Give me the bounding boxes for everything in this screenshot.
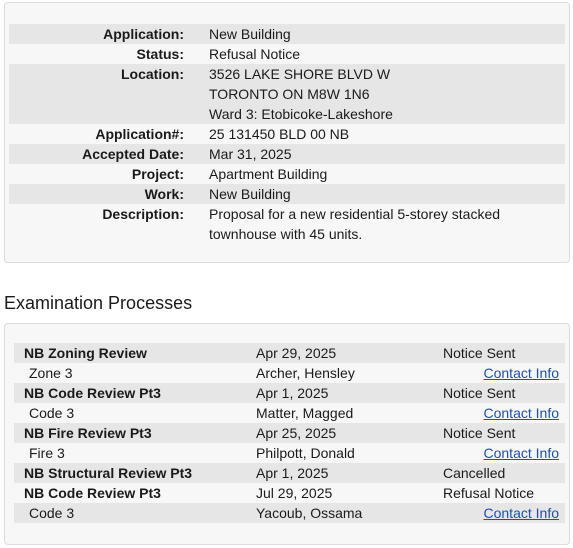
contact-info-cell [484,363,560,383]
detail-label: Application#: [95,126,184,142]
contact-info-cell [484,443,560,463]
detail-value [209,24,539,44]
process-name: NB Fire Review Pt3 [24,425,152,441]
detail-value-line: Proposal for a new residential 5-storey stacked [209,206,501,222]
detail-value [209,124,539,144]
detail-row [9,204,565,244]
examination-processes-panel [4,323,570,545]
contact-info-link[interactable]: Contact Info [483,405,559,421]
detail-value-line: Apartment Building [209,166,328,182]
detail-row [9,184,565,204]
detail-row [9,24,565,44]
detail-value-line: Ward 3: Etobicoke-Lakeshore [209,106,393,122]
process-date: Apr 1, 2025 [256,465,329,481]
detail-label: Description: [102,206,184,222]
process-detail-row [14,443,565,463]
process-detail-row [14,363,565,383]
detail-value-line: Refusal Notice [209,46,301,62]
detail-label: Accepted Date: [82,146,184,162]
detail-value-line: New Building [209,186,291,202]
examiner-name: Philpott, Donald [256,445,355,461]
process-group: Zone 3 [29,365,73,381]
detail-value [209,204,539,244]
process-detail-row [14,503,565,523]
process-name: NB Structural Review Pt3 [24,465,193,481]
contact-info-link[interactable]: Contact Info [483,365,559,381]
process-status: Notice Sent [443,385,516,401]
contact-info-cell [484,403,560,423]
process-name: NB Zoning Review [24,345,147,361]
process-status: Notice Sent [443,425,516,441]
detail-value [209,64,539,124]
process-name: NB Code Review Pt3 [24,385,161,401]
application-details-panel [4,2,570,263]
examiner-name: Archer, Hensley [256,365,355,381]
process-date: Jul 29, 2025 [256,485,333,501]
process-row [14,483,565,503]
detail-row [9,144,565,164]
detail-row [9,164,565,184]
process-row [14,463,565,483]
process-date: Apr 29, 2025 [256,345,337,361]
examiner-name: Yacoub, Ossama [256,505,363,521]
detail-label: Project: [131,166,184,182]
detail-label: Status: [136,46,184,62]
detail-value-line: townhouse with 45 units. [209,226,363,242]
detail-row [9,64,565,124]
detail-value-line: 3526 LAKE SHORE BLVD W [209,66,391,82]
process-detail-row [14,403,565,423]
process-group: Fire 3 [29,445,65,461]
process-row [14,383,565,403]
detail-value-line: 25 131450 BLD 00 NB [209,126,350,142]
detail-label: Application: [103,26,184,42]
examiner-name: Matter, Magged [256,405,354,421]
process-date: Apr 1, 2025 [256,385,329,401]
detail-value-line: Mar 31, 2025 [209,146,292,162]
process-group: Code 3 [29,405,75,421]
examination-processes-heading: Examination Processes [4,293,193,313]
detail-label: Work: [144,186,184,202]
detail-value [209,184,539,204]
detail-value [209,44,539,64]
detail-value-line: TORONTO ON M8W 1N6 [209,86,370,102]
contact-info-link[interactable]: Contact Info [483,445,559,461]
process-name: NB Code Review Pt3 [24,485,161,501]
process-group: Code 3 [29,505,75,521]
detail-row [9,44,565,64]
contact-info-link[interactable]: Contact Info [483,505,559,521]
detail-row [9,124,565,144]
detail-value-line: New Building [209,26,291,42]
detail-label: Location: [121,66,184,82]
process-date: Apr 25, 2025 [256,425,337,441]
detail-value [209,144,539,164]
detail-value [209,164,539,184]
process-status: Cancelled [443,465,506,481]
process-status: Notice Sent [443,345,516,361]
process-status: Refusal Notice [443,485,535,501]
process-row [14,343,565,363]
process-row [14,423,565,443]
contact-info-cell [484,503,560,523]
